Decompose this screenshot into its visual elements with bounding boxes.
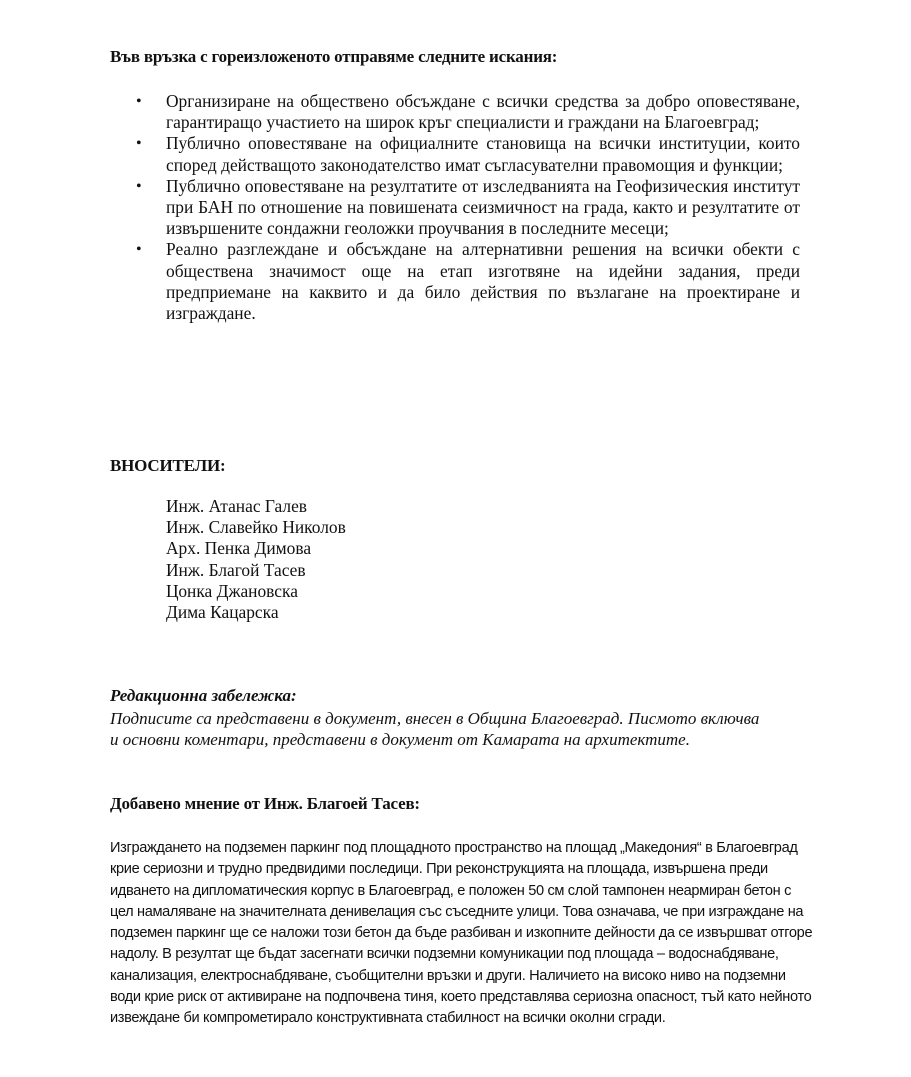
submitters-list <box>166 496 346 623</box>
submitter-name: Инж. Атанас Галев <box>166 496 307 516</box>
request-item <box>110 176 800 240</box>
requests-list <box>110 91 800 324</box>
request-text: Публично оповестяване на резултатите от изследванията на Геофизическия институт при БАН по отношение на повишената сеизмичност на града, както и резултатите от извършените сондажни геоложки проучвания в последните месеци; <box>166 175 800 239</box>
opinion-heading: Добавено мнение от Инж. Благоей Тасев: <box>110 794 420 813</box>
submitter-name: Арх. Пенка Димова <box>166 538 312 559</box>
submitters-heading: ВНОСИТЕЛИ: <box>110 456 226 475</box>
bullet-icon: • <box>136 177 142 195</box>
request-item <box>110 91 800 133</box>
opinion-body: Изграждането на подземен паркинг под площадното пространство на площад „Македония“ в Благоевград крие сериозни и трудно предвидими последици. При реконструкцията на площада, извършена преди идването на дипломатическия корпус в Благоевград, е положен 50 см слой тампонен неармиран бетон с цел намаляване на значителната денивелация със съседните улици. Това означава, че при изграждане на подземен паркинг ще се наложи този бетон да бъде разбиван и изкопните дейности да се извършват отгоре надолу. В резултат ще бъдат засегнати всички подземни комуникации под площада – водоснабдяване, канализация, електроснабдяване, съобщителни връзки и други. Наличието на високо ниво на подземни води крие риск от активиране на подпочвена тиня, което представлява сериозна опасност, тъй като нейното извеждане би компрометирало конструктивната стабилност на всички околни сгради. <box>110 840 813 1027</box>
submitter-name: Цонка Джановска <box>166 580 298 601</box>
submitter-name: Инж. Славейко Николов <box>166 517 346 538</box>
request-item <box>110 133 800 175</box>
bullet-icon: • <box>136 93 142 110</box>
submitter-name: Дима Кацарска <box>166 602 279 623</box>
request-text: Организиране на обществено обсъждане с всички средства за добро оповестяване, гарантиращо участието на широк кръг специалисти и граждани на Благоевград; <box>166 91 800 133</box>
submitter-name: Инж. Благой Тасев <box>166 559 306 580</box>
requests-heading: Във връзка с гореизложеното отправяме следните искания: <box>110 47 558 66</box>
request-text: Реално разглеждане и обсъждане на алтернативни решения на всички обекти с обществена значимост още на етап изготвяне на идейни задания, преди предприемане на каквито и да било действия по възлагане на проектиране и изграждане. <box>166 239 800 324</box>
editorial-note-body: Подписите са представени в документ, внесен в Община Благоевград. Писмото включва и основни коментари, представени в документ от Камарата на архитектите. <box>110 709 760 750</box>
request-item <box>110 239 800 324</box>
editorial-note-title: Редакционна забележка: <box>110 686 297 705</box>
bullet-icon: • <box>136 135 142 153</box>
bullet-icon: • <box>136 241 142 259</box>
request-text: Публично оповестяване на официалните становища на всички институции, които според действащото законодателство имат съгласувателни правомощия и функции; <box>166 133 800 175</box>
